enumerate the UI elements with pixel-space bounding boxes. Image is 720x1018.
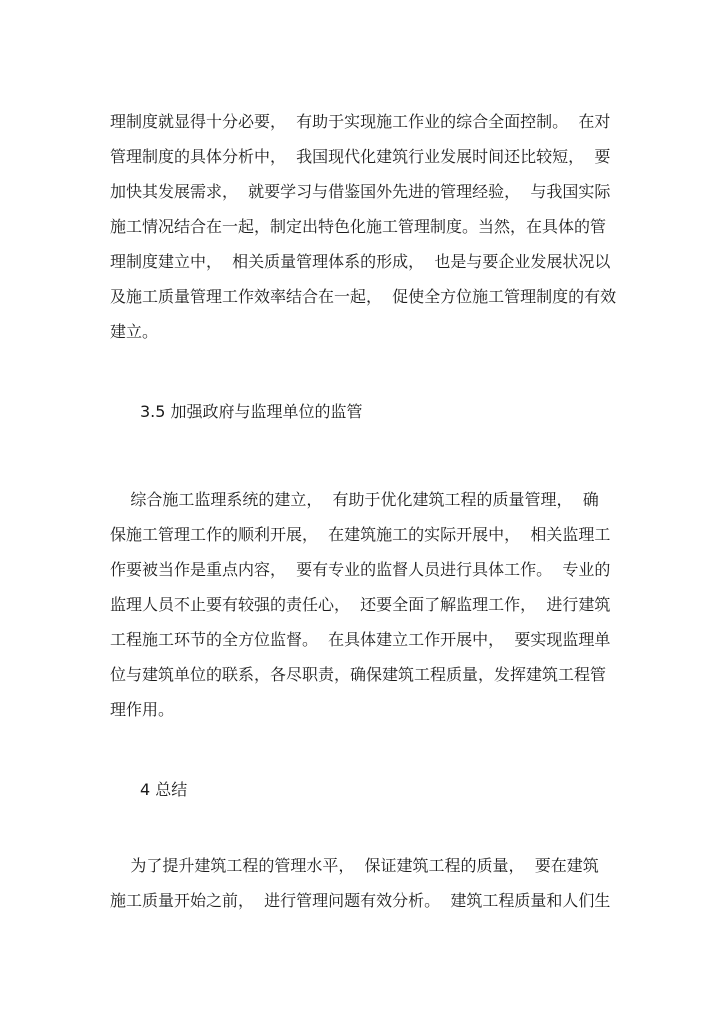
paragraph-2-line-7: 理作用。 <box>110 700 175 719</box>
paragraph-1-line-5: 理制度建立中， 相关质量管理体系的形成， 也是与要企业发展状况以 <box>110 252 611 271</box>
paragraph-1-line-3: 加快其发展需求， 就要学习与借鉴国外先进的管理经验， 与我国实际 <box>110 182 611 201</box>
paragraph-2-line-2: 保施工管理工作的顺利开展， 在建筑施工的实际开展中， 相关监理工 <box>110 525 611 544</box>
paragraph-1-line-2: 管理制度的具体分析中， 我国现代化建筑行业发展时间还比较短， 要 <box>110 147 611 166</box>
paragraph-1-line-6: 及施工质量管理工作效率结合在一起， 促使全方位施工管理制度的有效 <box>110 287 617 306</box>
paragraph-2-line-4: 监理人员不止要有较强的责任心， 还要全面了解监理工作， 进行建筑 <box>110 595 611 614</box>
paragraph-3-line-2: 施工质量开始之前， 进行管理问题有效分析。 建筑工程质量和人们生 <box>110 891 611 910</box>
paragraph-2-line-5: 工程施工环节的全方位监督。 在具体建立工作开展中， 要实现监理单 <box>110 630 611 649</box>
paragraph-1-line-7: 建立。 <box>110 322 159 341</box>
paragraph-1-line-1: 理制度就显得十分必要， 有助于实现施工作业的综合全面控制。 在对 <box>110 112 611 131</box>
paragraph-2-line-1: 综合施工监理系统的建立， 有助于优化建筑工程的质量管理， 确 <box>110 490 599 509</box>
paragraph-3-line-1: 为了提升建筑工程的管理水平， 保证建筑工程的质量， 要在建筑 <box>110 856 599 875</box>
section-heading-3-5: 3.5 加强政府与监理单位的监管 <box>140 402 363 421</box>
section-heading-4: 4 总结 <box>140 780 188 799</box>
paragraph-2-line-6: 位与建筑单位的联系，各尽职责，确保建筑工程质量，发挥建筑工程管 <box>110 665 607 684</box>
paragraph-2-line-3: 作要被当作是重点内容， 要有专业的监督人员进行具体工作。 专业的 <box>110 560 611 579</box>
paragraph-1-line-4: 施工情况结合在一起，制定出特色化施工管理制度。当然，在具体的管 <box>110 217 607 236</box>
